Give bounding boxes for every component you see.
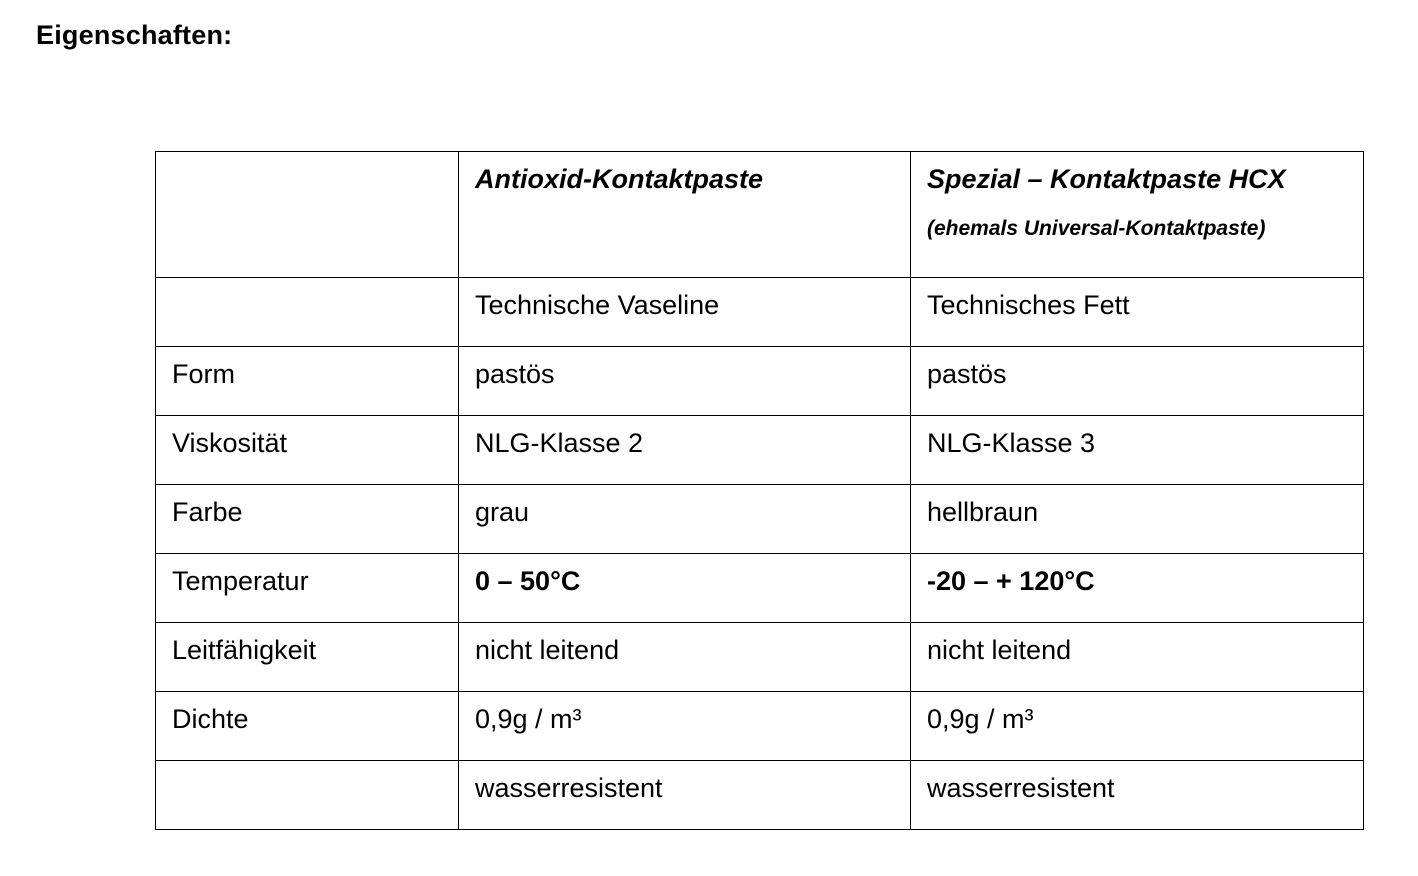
value-spezial: 0,9g / m³ [911, 692, 1364, 761]
value-spezial: -20 – + 120°C [911, 554, 1364, 623]
value-antioxid: pastös [459, 347, 911, 416]
table-row [156, 692, 1364, 761]
table-row [156, 761, 1364, 830]
column-title-antioxid: Antioxid-Kontaktpaste [475, 164, 764, 194]
table-row [156, 278, 1364, 347]
header-cell-spezial [911, 152, 1364, 278]
value-antioxid: Technische Vaseline [459, 278, 911, 347]
column-note-spezial: (ehemals Universal-Kontaktpaste) [927, 217, 1266, 240]
value-antioxid: nicht leitend [459, 623, 911, 692]
row-label: Dichte [156, 692, 459, 761]
value-spezial: nicht leitend [911, 623, 1364, 692]
value-antioxid: NLG-Klasse 2 [459, 416, 911, 485]
row-label: Leitfähigkeit [156, 623, 459, 692]
row-label: Viskosität [156, 416, 459, 485]
value-spezial: NLG-Klasse 3 [911, 416, 1364, 485]
table-row [156, 416, 1364, 485]
row-label: Farbe [156, 485, 459, 554]
header-cell-empty [156, 152, 459, 278]
value-spezial: Technisches Fett [911, 278, 1364, 347]
value-antioxid: grau [459, 485, 911, 554]
value-spezial: hellbraun [911, 485, 1364, 554]
row-label: Form [156, 347, 459, 416]
properties-table [155, 151, 1364, 830]
row-label [156, 278, 459, 347]
value-antioxid: 0 – 50°C [459, 554, 911, 623]
table-row [156, 347, 1364, 416]
value-antioxid: 0,9g / m³ [459, 692, 911, 761]
table-header-row [156, 152, 1364, 278]
value-spezial: pastös [911, 347, 1364, 416]
column-title-spezial: Spezial – Kontaktpaste HCX [927, 164, 1286, 194]
row-label: Temperatur [156, 554, 459, 623]
row-label [156, 761, 459, 830]
table-row [156, 554, 1364, 623]
section-heading: Eigenschaften: [36, 20, 233, 50]
table-row [156, 623, 1364, 692]
header-cell-antioxid [459, 152, 911, 278]
value-spezial: wasserresistent [911, 761, 1364, 830]
value-antioxid: wasserresistent [459, 761, 911, 830]
table-row [156, 485, 1364, 554]
